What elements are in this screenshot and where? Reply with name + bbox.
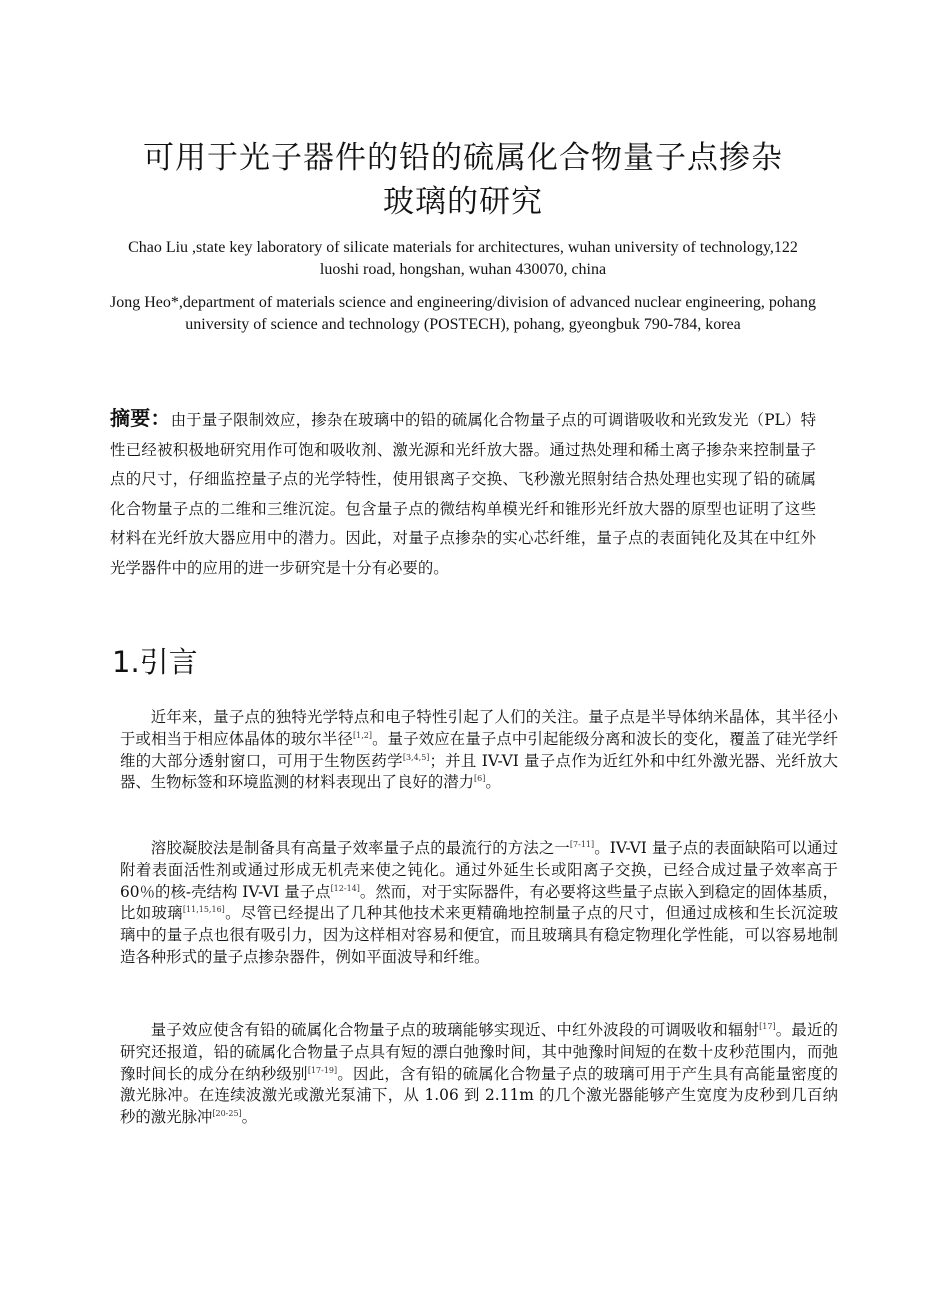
intro-paragraph-3 <box>120 1020 838 1129</box>
text-segment: ；并且 IV-VI 量子点作为近红外和中红外激光器、光纤放大器、生物标签和环境监测的材料表现出了良好的潜力 <box>120 751 838 792</box>
text-segment: 。 <box>241 1108 258 1127</box>
citation: [6] <box>474 774 486 784</box>
text-segment: 溶胶凝胶法是制备具有高量子效率量子点的最流行的方法之一 <box>150 839 570 857</box>
text-segment: 。因此，含有铅的硫属化合物量子点的玻璃可用于产生具有高能量密度的激光脉冲。在连续波激光或激光泵浦下，从 1.06 到 2.11m 的几个激光器能够产生宽度为皮秒到几百纳秒的激光脉冲 <box>120 1064 838 1127</box>
citation: [12-14] <box>330 883 360 893</box>
citation: [17-19] <box>307 1065 338 1075</box>
text-segment: 。量子效应在量子点中引起能级分离和波长的变化，覆盖了硅光学纤维的大部分透射窗口，可用于生物医药学 <box>120 729 838 770</box>
citation: [7-11] <box>569 840 595 849</box>
citation: [17] <box>759 1022 776 1031</box>
intro-paragraph-2 <box>120 838 838 969</box>
citation: [3,4,5] <box>402 752 430 762</box>
author-affiliation-2: Jong Heo*,department of materials science and engineering/division of advanced nuclear engineering, pohang university of science and technology (POSTECH), pohang, gyeongbuk 790-784, korea <box>110 294 816 333</box>
citation: [1,2] <box>353 730 372 740</box>
paper-title-line-1: 可用于光子器件的铅的硫属化合物量子点掺杂 <box>143 140 783 176</box>
abstract-text: 由于量子限制效应，掺杂在玻璃中的铅的硫属化合物量子点的可调谐吸收和光致发光（PL）特性已经被积极地研究用作可饱和吸收剂、激光源和光纤放大器。通过热处理和稀土离子掺杂来控制量子点的尺寸，仔细监控量子点的光学特性，使用银离子交换、飞秒激光照射结合热处理也实现了铅的硫属化合物量子点的二维和三维沉淀。包含量子点的微结构单模光纤和锥形光纤放大器的原型也证明了这些材料在光纤放大器应用中的潜力。因此，对量子点掺杂的实心芯纤维，量子点的表面钝化及其在中红外光学器件中的应用的进一步研究是十分有必要的。 <box>110 411 817 577</box>
text-segment: 量子效应使含有铅的硫属化合物量子点的玻璃能够实现近、中红外波段的可调吸收和辐射 <box>150 1021 760 1039</box>
text-segment: 。最近的研究还报道，铅的硫属化合物量子点具有短的漂白弛豫时间，其中弛豫时间短的在数十皮秒范围内，而弛豫时间长的成分在纳秒级别 <box>120 1021 838 1083</box>
text-segment: 。 <box>485 773 501 792</box>
section-heading-introduction: 1.引言 <box>112 645 198 679</box>
abstract <box>110 404 816 584</box>
text-segment: 。IV-VI 量子点的表面缺陷可以通过附着表面活性剂或通过形成无机壳来使之钝化。通过外延生长或阳离子交换，已经合成过量子效率高于 60％的核-壳结构 IV-VI 量子点 <box>120 839 838 901</box>
citation: [11,15,16] <box>182 905 225 915</box>
text-segment: 近年来，量子点的独特光学特点和电子特性引起了人们的关注。量子点是半导体纳米晶体，其半径小于或相当于相应体晶体的玻尔半径 <box>120 708 838 748</box>
text-segment: 。然而，对于实际器件，有必要将这些量子点嵌入到稳定的固体基质，比如玻璃 <box>120 882 838 923</box>
citation: [20-25] <box>212 1109 242 1119</box>
author-affiliation-1: Chao Liu ,state key laboratory of silicate materials for architectures, wuhan university of technology,122 luoshi road, hongshan, wuhan 430070, china <box>128 239 798 278</box>
abstract-label: 摘要： <box>110 406 171 430</box>
paper-title-line-2: 玻璃的研究 <box>383 184 543 220</box>
text-segment: 。尽管已经提出了几种其他技术来更精确地控制量子点的尺寸，但通过成核和生长沉淀玻璃中的量子点也很有吸引力，因为这样相对容易和便宜，而且玻璃具有稳定物理化学性能，可以容易地制造各种形式的量子点掺杂器件，例如平面波导和纤维。 <box>120 904 838 966</box>
intro-paragraph-1 <box>120 707 838 794</box>
